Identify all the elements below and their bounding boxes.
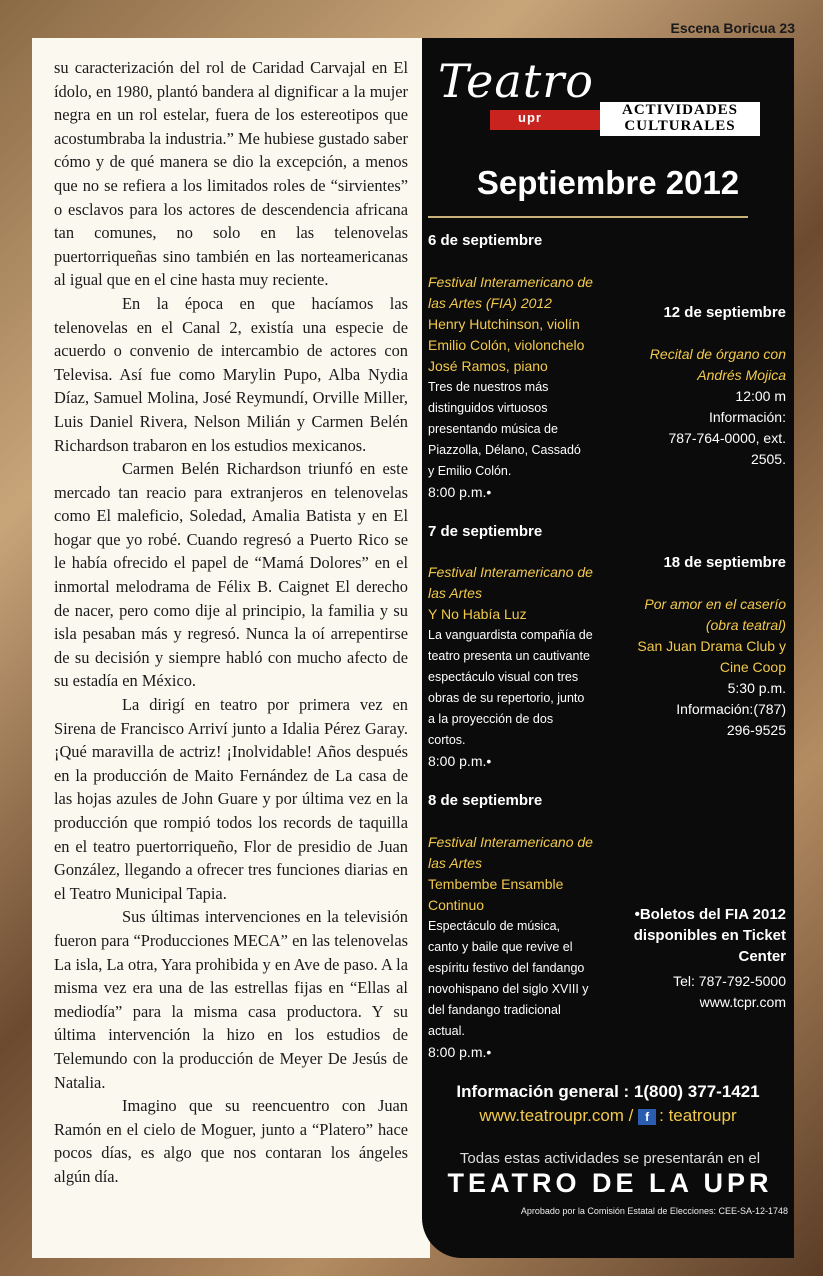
event-title: Recital de órgano con — [649, 346, 786, 362]
act-line: ACTIVIDADES — [621, 102, 739, 118]
event-desc: Tres de nuestros más — [428, 380, 549, 394]
event-title: las Artes (FIA) 2012 — [428, 295, 552, 311]
event-title: las Artes — [428, 855, 482, 871]
divider — [428, 216, 748, 218]
event-detail: Información:(787) — [676, 701, 786, 717]
paragraph: Carmen Belén Richardson triunfó en este mercado tan reacio para extranjeros en telenovelas como El maleficio, Soledad, Amalia Batista y en El hogar que yo robé. Cuando regresó a Puerto Rico se le había ofrecido el papel de “Mamá Dolores” en el inmortal melodrama de Félix B. Caignet El derecho de nacer, pero como dije al principio, la familia y su isla pesaban más y regresó. Nunca la oí arrepentirse de su decisión y siempre habló con mucho afecto de su estadía en México. — [54, 459, 408, 691]
event-detail: 296-9525 — [726, 722, 786, 738]
facebook-icon: f — [638, 1109, 656, 1125]
ticket-web[interactable]: www.tcpr.com — [699, 994, 786, 1010]
event-desc: Espectáculo de música, — [428, 919, 561, 933]
event-desc: teatro presenta un cautivante — [428, 649, 590, 663]
event-performer: Continuo — [428, 897, 485, 913]
teatro-upr-title: TEATRO DE LA UPR — [447, 1168, 773, 1198]
event-title: (obra teatral) — [705, 617, 786, 633]
info-general: Información general : 1(800) 377-1421 — [456, 1082, 760, 1101]
event-detail: San Juan Drama Club y — [637, 638, 786, 654]
todas-text: Todas estas actividades se presentarán en el — [459, 1150, 761, 1167]
boletos-line: disponibles en Ticket — [633, 927, 786, 944]
paragraph: Imagino que su reencuentro con Juan Ramón en el cielo de Moguer, junto a “Platero” hace pocos días, es algo que nos contaran los ángeles algún día. — [54, 1096, 408, 1186]
event-performer: Tembembe Ensamble — [428, 876, 564, 892]
month-title: Septiembre 2012 — [476, 164, 740, 201]
event-desc: actual. — [428, 1024, 465, 1038]
approval-note: Aprobado por la Comisión Estatal de Elecciones: CEE-SA-12-1748 — [520, 1206, 788, 1216]
page-header: Escena Boricua 23 — [670, 20, 795, 36]
event-title: Andrés Mojica — [697, 367, 786, 383]
event-date: 7 de septiembre — [428, 523, 543, 540]
boletos-block — [608, 904, 786, 1013]
event-title: Por amor en el caserío — [644, 596, 786, 612]
event-title: las Artes — [428, 585, 482, 601]
event-title: Festival Interamericano de — [428, 834, 593, 850]
events-panel — [422, 38, 794, 1258]
event-desc: obras de su repertorio, junto — [428, 691, 585, 705]
event-time: 8:00 p.m.• — [428, 753, 492, 769]
event-detail: Información: — [708, 409, 786, 425]
event-date: 18 de septiembre — [663, 554, 786, 571]
logo-sub: upr — [518, 110, 542, 125]
event-desc: y Emilio Colón. — [428, 464, 512, 478]
event-block — [428, 272, 628, 503]
web-links — [428, 1106, 788, 1126]
event-performer: Henry Hutchinson, violín — [428, 316, 580, 332]
event-detail: 5:30 p.m. — [727, 680, 786, 696]
event-detail: 12:00 m — [735, 388, 786, 404]
event-desc: presentando música de — [428, 422, 558, 436]
boletos-line: Center — [738, 948, 786, 965]
event-detail: 2505. — [750, 451, 786, 467]
logo-bar — [490, 110, 600, 130]
paragraph: su caracterización del rol de Caridad Carvajal en El ídolo, en 1980, plantó bandera al dignificar a la mujer negra en un rol estelar, fuera de los estereotipos que acostumbraba la industria.” Me hubiese gustado saber cómo y de qué manera se dio la excepción, a menos que no se refiera a los limitados roles de “sirvientes” o esclavos para los actores de descendencia africana tan comunes, no solo en las telenovelas puertorriqueñas sino también en las norteamericanas al igual que en el cine hasta muy reciente. — [54, 58, 408, 290]
boletos-line: •Boletos del FIA 2012 — [634, 906, 786, 923]
event-date: 12 de septiembre — [663, 304, 786, 321]
event-detail: 787-764-0000, ext. — [668, 430, 786, 446]
paragraph: En la época en que hacíamos las telenovelas en el Canal 2, existía una especie de acuerdo o convenio de intercambio de actores con Televisa. Así fue como Marylin Pupo, Alba Nydia Díaz, Samuel Molina, José Reymundí, Orville Miller, Luis Daniel Rivera, Nelson Milián y Carmen Belén Richardson trabaron en los estudios mexicanos. — [54, 293, 408, 455]
actividades-culturales-box — [600, 102, 760, 136]
article-column — [32, 38, 430, 1258]
paragraph: La dirigí en teatro por primera vez en Sirena de Francisco Arriví junto a Idalia Pérez Garay. ¡Qué maravilla de actriz! ¡Inolvidable! Años después en la producción de Maito Fernández de La casa de las hojas azules de John Guare y por última vez en la producción que rompió todos los records de taquilla en el teatro puertorriqueño, Flor de presidio de Juan González, llegando a ofrecer tres funciones diarias en el Teatro Municipal Tapia. — [54, 695, 408, 903]
event-performer: Emilio Colón, violonchelo — [428, 337, 585, 353]
event-date: 8 de septiembre — [428, 792, 543, 809]
logo-text: Teatro — [438, 54, 594, 108]
event-desc: canto y baile que revive el — [428, 940, 573, 954]
facebook-link[interactable]: : teatroupr — [659, 1106, 737, 1125]
event-performer: Y No Había Luz — [428, 606, 527, 622]
event-desc: cortos. — [428, 733, 466, 747]
event-performer: José Ramos, piano — [428, 358, 548, 374]
event-desc: del fandango tradicional — [428, 1003, 561, 1017]
event-time: 8:00 p.m.• — [428, 484, 492, 500]
event-block — [428, 832, 628, 1063]
event-date: 6 de septiembre — [428, 232, 543, 249]
paragraph: Sus últimas intervenciones en la televisión fueron para “Producciones MECA” en las telenovelas La isla, La otra, Yara prohibida y en Ave de paso. A la misma vez era una de las estrellas fijas en “Ellas al mediodía” para la misma casa productora. Y su última intervención la hizo en los estudios de Telemundo con la producción de Meyer De Jesús de Natalia. — [54, 907, 408, 1092]
event-detail: Cine Coop — [719, 659, 786, 675]
ticket-phone: Tel: 787-792-5000 — [673, 973, 786, 989]
event-block — [618, 344, 786, 470]
event-desc: espíritu festivo del fandango — [428, 961, 585, 975]
event-time: 8:00 p.m.• — [428, 1044, 492, 1060]
event-desc: espectáculo visual con tres — [428, 670, 579, 684]
event-desc: Piazzolla, Délano, Cassadó — [428, 443, 581, 457]
event-desc: La vanguardista compañía de — [428, 628, 593, 642]
website-link[interactable]: www.teatroupr.com / — [479, 1106, 634, 1125]
event-block — [608, 594, 786, 741]
event-title: Festival Interamericano de — [428, 274, 593, 290]
event-desc: novohispano del siglo XVIII y — [428, 982, 589, 996]
event-title: Festival Interamericano de — [428, 564, 593, 580]
event-desc: a la proyección de dos — [428, 712, 554, 726]
event-desc: distinguidos virtuosos — [428, 401, 548, 415]
act-line: CULTURALES — [624, 118, 736, 134]
event-block — [428, 562, 628, 772]
